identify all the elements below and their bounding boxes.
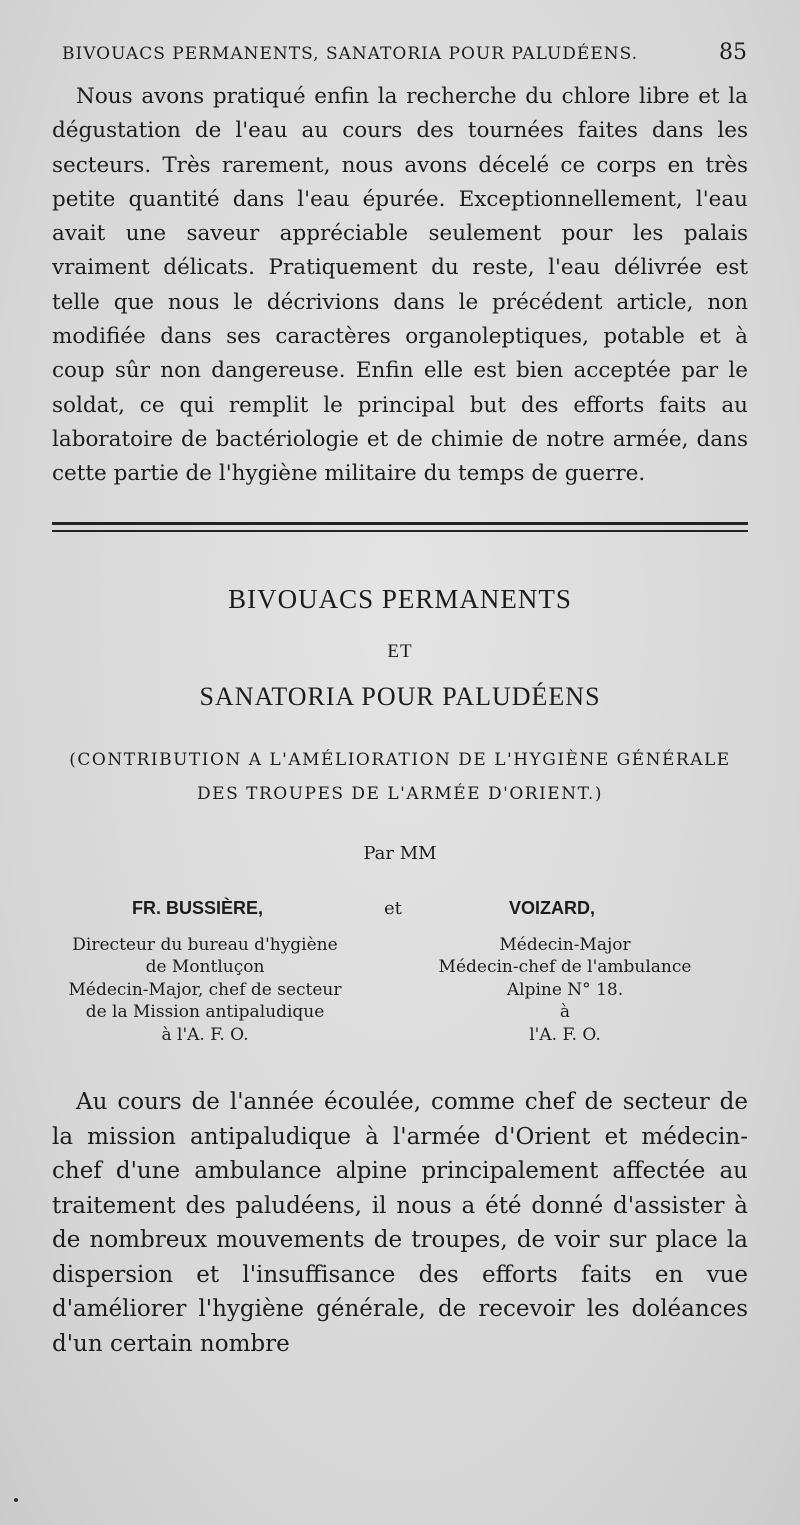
author1-aff-line: Directeur du bureau d'hygiène	[72, 935, 338, 955]
author2-aff-line: l'A. F. O.	[529, 1024, 601, 1045]
author1-aff-line: Médecin-Major, chef de secteur	[68, 979, 342, 1000]
author2-name: VOIZARD,	[509, 898, 596, 918]
author1-name: FR. BUSSIÈRE,	[132, 898, 264, 918]
article-paragraph: Au cours de l'année écoulée, comme chef de secteur de la mission antipaludique à l'armée d'Orient et médecin-chef d'une ambulance alpine principalement affectée au traitement des paludéens, il nous a été donné d'assister à de nombreux mouvements de troupes, de voir sur place la dispersion et l'insuffisance des efforts faits en vue d'améliorer l'hygiène générale, de recevoir les doléances d'un certain nombre	[52, 1089, 748, 1357]
section-rule-thick	[52, 522, 748, 525]
byline: Par MM	[363, 843, 437, 864]
previous-article-text	[52, 80, 748, 492]
author2-aff-line: Médecin-Major	[499, 935, 631, 955]
article-title-line2: ET	[387, 641, 413, 662]
running-head	[62, 40, 747, 65]
section-rule-thin	[52, 530, 748, 532]
author2-aff-line: à	[559, 1002, 571, 1023]
article-body	[52, 1085, 748, 1361]
author-conjunction: et	[384, 898, 402, 919]
author1-aff-line: à l'A. F. O.	[161, 1024, 249, 1045]
author2-aff-line: Alpine N° 18.	[506, 979, 624, 1000]
author1-aff-line: de la Mission antipaludique	[85, 1002, 325, 1023]
author2-aff-line: Médecin-chef de l'ambulance	[438, 957, 692, 978]
article-subtitle-line2: DES TROUPES DE L'ARMÉE D'ORIENT.)	[197, 784, 603, 804]
author2-affiliation	[400, 934, 730, 1046]
page-number: 85	[719, 40, 747, 65]
ink-speck	[14, 1498, 18, 1502]
running-title: BIVOUACS PERMANENTS, SANATORIA POUR PALUDÉENS.	[62, 44, 639, 64]
author1-aff-line: de Montluçon	[145, 957, 265, 978]
article-title-line1: BIVOUACS PERMANENTS	[228, 584, 572, 614]
article-title-line3: SANATORIA POUR PALUDÉENS	[199, 682, 601, 711]
previous-article-paragraph: Nous avons pratiqué enfin la recherche du chlore libre et la dégustation de l'eau au cours des tournées faites dans les secteurs. Très rarement, nous avons décelé ce corps en très petite quantité dans l'eau épurée. Exceptionnellement, l'eau avait une saveur appréciable seulement pour les palais vraiment délicats. Pratiquement du reste, l'eau délivrée est telle que nous le décrivions dans le précédent article, non modifiée dans ses caractères organoleptiques, potable et à coup sûr non dangereuse. Enfin elle est bien acceptée par le soldat, ce qui remplit le principal but des efforts faits au laboratoire de bactériologie et de chimie de notre armée, dans cette partie de l'hygiène militaire du temps de guerre.	[52, 84, 748, 487]
article-subtitle-line1: (CONTRIBUTION A L'AMÉLIORATION DE L'HYGIÈNE GÉNÉRALE	[69, 750, 731, 770]
author1-affiliation	[40, 934, 370, 1046]
